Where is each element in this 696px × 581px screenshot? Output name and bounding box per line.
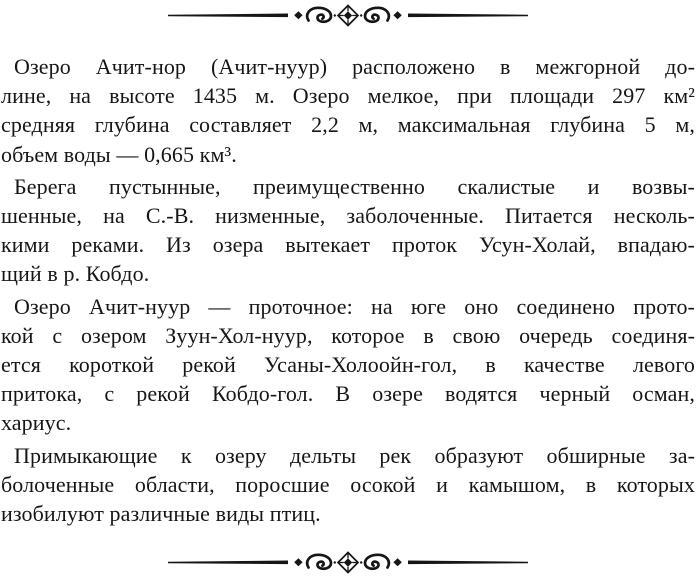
floral-scroll-divider-icon (168, 551, 528, 575)
text-line: кими реками. Из озера вытекает проток Усун-Холай, впадаю- (1, 232, 695, 258)
text-line: щий в р. Кобдо. (1, 261, 150, 287)
text-line: средняя глубина составляет 2,2 м, максимальная глубина 5 м, (1, 112, 695, 138)
text-line: шенные, на С.-В. низменные, заболоченные. Питается несколь- (1, 203, 695, 229)
text-line: кой с озером Зуун-Хол-нуур, которое в свою очередь соединя- (1, 322, 695, 348)
text-line: Озеро Ачит-нор (Ачит-нуур) расположено в межгорной до- (14, 54, 695, 79)
text-line: ется короткой рекой Усаны-Холоойн-гол, в качестве левого (1, 352, 695, 378)
paragraph-3 (1, 292, 695, 438)
text-line: изобилуют различные виды птиц. (1, 501, 321, 527)
paragraph-4 (1, 441, 695, 529)
top-ornament-divider (0, 0, 696, 28)
text-line: притока, с рекой Кобдо-гол. В озере водятся черный осман, (1, 381, 695, 407)
text-line: хариус. (1, 410, 72, 436)
paragraph-1 (1, 52, 695, 169)
floral-scroll-divider-icon (168, 4, 528, 28)
bottom-ornament-divider (0, 551, 696, 575)
text-line: Берега пустынные, преимущественно скалистые и возвы- (14, 173, 695, 199)
text-line: лине, на высоте 1435 м. Озеро мелкое, при площади 297 км² (1, 83, 695, 109)
text-line: объем воды — 0,665 км³. (1, 141, 237, 167)
paragraph-2 (1, 172, 695, 289)
text-line: болоченные области, поросшие осокой и камышом, в которых (1, 471, 695, 497)
text-line: Примыкающие к озеру дельты рек образуют обширные за- (14, 442, 695, 468)
article-text (0, 28, 696, 528)
text-line: Озеро Ачит-нуур — проточное: на юге оно соединено прото- (14, 293, 695, 319)
